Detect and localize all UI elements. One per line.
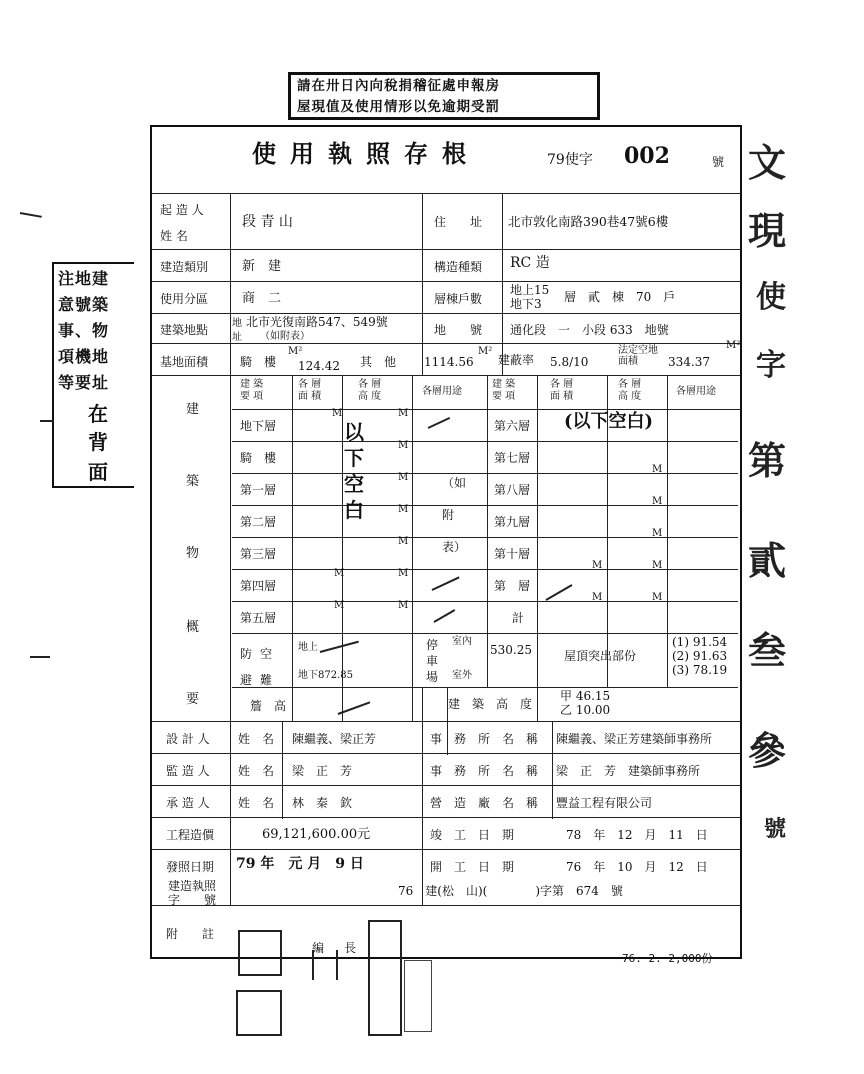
margin-char: 號	[764, 816, 787, 842]
remarks-label: 附 註	[166, 927, 215, 941]
building-side-char: 物	[186, 546, 200, 561]
supervisor-name: 梁 正 芳	[292, 764, 353, 778]
date-seal	[404, 960, 432, 1032]
blank-stroke	[428, 417, 451, 429]
parking-outside-label: 室外	[452, 670, 472, 681]
unit-m: M	[652, 560, 663, 571]
floor-label: 第九層	[494, 515, 531, 529]
permit-value: 76 建(松 山)( )字第 674 號	[398, 884, 623, 898]
annex-label: 騎 樓	[240, 355, 277, 369]
side-note-char: 在	[88, 402, 109, 426]
address-label: 住 址	[434, 215, 483, 229]
roof-area-1: (1) 91.54	[672, 635, 728, 649]
floors-below: 地下3	[510, 297, 542, 311]
shelter-below: 地下872.85	[298, 670, 353, 681]
issue-date-label: 發照日期	[166, 860, 215, 874]
floor-label: 第三層	[240, 547, 277, 561]
floor-label: 第八層	[494, 483, 531, 497]
margin-mark	[20, 212, 42, 218]
parking-inside-value: 530.25	[490, 643, 532, 657]
shelter-above: 地上	[298, 642, 318, 653]
contractor-company-label: 營 造 廠 名 稱	[430, 796, 539, 810]
unit-label: M²	[478, 346, 493, 357]
remarks-stamp-2: 長	[344, 941, 357, 955]
building-side-char: 建	[186, 402, 200, 417]
blank-stroke	[432, 576, 460, 590]
legal-open-label: 法定空地面積	[618, 345, 658, 367]
usage-permit-form	[150, 125, 742, 959]
lot-value: 通化段 一 小段 633 地號	[510, 323, 669, 337]
building-side-char: 要	[186, 692, 200, 707]
type-value: 新 建	[242, 259, 282, 274]
unit-m: M	[398, 600, 409, 611]
form-title: 使用執照存根	[252, 139, 480, 168]
zone-label: 使用分區	[160, 292, 209, 306]
address-value: 北市敦化南路390巷47號6樓	[508, 214, 669, 229]
contractor-label: 承 造 人	[166, 796, 210, 810]
col-area-header: 各 層 面 積	[298, 379, 322, 402]
building-side-char: 築	[186, 474, 200, 489]
as-table-note: （如附表）	[442, 476, 467, 554]
structure-value: RC 造	[510, 255, 550, 271]
floor-label: 地下層	[240, 419, 277, 433]
permit-label-b: 字 號	[168, 893, 217, 907]
unit-m: M	[398, 568, 409, 579]
coverage-value: 5.8/10	[550, 355, 589, 369]
unit-m: M	[334, 568, 345, 579]
site-label: 建築地點	[160, 323, 209, 337]
unit-m: M	[398, 440, 409, 451]
blank-handwritten-left: 以下空白	[344, 420, 364, 522]
floors-rest: 層 貳 棟 70 戶	[564, 290, 676, 304]
legal-open-value: 334.37	[668, 355, 710, 369]
floor-label: 第十層	[494, 547, 531, 561]
col-use-header: 各層用途	[422, 386, 462, 397]
side-note-box	[52, 262, 134, 488]
side-note-line: 意號築	[58, 295, 110, 314]
parking-label: 停車場	[426, 638, 439, 684]
print-info: 76. 2. 2,000份	[622, 952, 713, 965]
margin-mark	[30, 656, 50, 658]
notice-line-1: 請在卅日內向稅捐稽征處申報房	[297, 78, 500, 94]
roof-area-2: (2) 91.63	[672, 649, 728, 663]
col-height-header: 各 層 高 度	[358, 379, 382, 402]
blank-stroke	[434, 609, 456, 623]
parking-inside-label: 室內	[452, 636, 472, 647]
col-item-header: 建 築 要 項	[240, 379, 264, 402]
side-note-line: 等要址	[58, 373, 110, 392]
other-label: 其 他	[360, 355, 397, 369]
blank-stroke	[320, 641, 359, 653]
unit-m: M	[334, 600, 345, 611]
builder-label-b: 姓 名	[160, 229, 188, 243]
builder-label-a: 起 造 人	[160, 203, 204, 217]
unit-m: M	[652, 496, 663, 507]
designer-label: 設 計 人	[166, 732, 210, 746]
floor-label: 第一層	[240, 483, 277, 497]
issue-date-value: 79 年 元 月 9 日	[236, 856, 364, 872]
contractor-name-label: 姓 名	[238, 796, 275, 810]
shelter-label: 防空避難	[240, 647, 281, 687]
designer-name-label: 姓 名	[238, 732, 275, 746]
base-area-label: 基地面積	[160, 355, 209, 369]
unit-m: M	[398, 536, 409, 547]
designer-office-label: 事 務 所 名 稱	[430, 732, 539, 746]
blank-stroke	[546, 584, 573, 601]
side-note-char: 背	[88, 430, 109, 454]
roof-label: 屋頂突出部份	[564, 649, 637, 663]
annex-value: 124.42	[298, 359, 340, 373]
coverage-label: 建蔽率	[498, 353, 535, 367]
supervisor-label: 監 造 人	[166, 764, 210, 778]
contractor-name: 林 秦 欽	[292, 796, 353, 810]
floors-label: 層棟戶數	[434, 292, 483, 306]
col-area-header: 各 層 面 積	[550, 379, 574, 402]
start-date-value: 76 年 10 月 12 日	[566, 860, 708, 874]
col-use-header: 各層用途	[676, 386, 716, 397]
unit-m: M	[332, 408, 343, 419]
builder-name: 段 青 山	[242, 214, 293, 230]
building-side-char: 概	[186, 620, 200, 635]
contractor-company: 豐益工程有限公司	[556, 796, 653, 810]
col-height-header: 各 層 高 度	[618, 379, 642, 402]
unit-m: M	[398, 472, 409, 483]
building-height-a: 甲 46.15	[560, 689, 611, 703]
unit-m: M	[652, 592, 663, 603]
building-height-label: 建 築 高 度	[448, 697, 533, 711]
remarks-stamp-1: 編	[312, 941, 325, 955]
supervisor-name-label: 姓 名	[238, 764, 275, 778]
floor-label: 第二層	[240, 515, 277, 529]
seal-stamp	[238, 930, 282, 976]
margin-mark	[40, 420, 54, 422]
side-note-char: 面	[88, 460, 109, 484]
unit-m: M	[652, 528, 663, 539]
floor-label: 騎 樓	[240, 451, 277, 465]
col-item-header: 建 築 要 項	[492, 379, 516, 402]
other-value: 1114.56	[424, 355, 474, 369]
site-value: 北市光復南路547、549號	[246, 315, 388, 329]
seal-stamp	[236, 990, 282, 1036]
side-note-line: 項機地	[58, 347, 110, 366]
permit-number: 002	[624, 143, 670, 169]
roof-area-3: (3) 78.19	[672, 663, 728, 677]
tax-notice-stamp	[288, 72, 600, 120]
unit-m: M	[592, 592, 603, 603]
floor-label: 第五層	[240, 611, 277, 625]
cost-label: 工程造價	[166, 828, 215, 842]
margin-char: 現	[748, 208, 787, 253]
unit-label: M²	[288, 346, 303, 357]
structure-label: 構造種類	[434, 260, 483, 274]
designer-name: 陳繼義、梁正芳	[292, 732, 377, 746]
margin-char: 叁	[748, 628, 787, 673]
notice-line-2: 屋現值及使用情形以免逾期受罰	[297, 99, 500, 115]
lot-label: 地 號	[434, 323, 483, 337]
floor-label: 計	[512, 611, 525, 625]
side-note-line: 事、物	[58, 321, 110, 340]
unit-m: M	[398, 408, 409, 419]
unit-m: M	[592, 560, 603, 571]
signature-mark	[312, 950, 338, 980]
margin-char: 貳	[748, 538, 787, 583]
unit-label: M²	[726, 340, 741, 351]
blank-handwritten-right: (以下空白)	[564, 411, 654, 432]
margin-char: 字	[756, 348, 786, 383]
floor-label: 第 層	[494, 579, 531, 593]
side-note-line: 注地建	[58, 269, 110, 288]
site-note: （如附表）	[260, 331, 310, 342]
floor-label: 第四層	[240, 579, 277, 593]
margin-char: 第	[748, 438, 787, 483]
supervisor-office-label: 事 務 所 名 稱	[430, 764, 539, 778]
floors-above: 地上15	[510, 283, 550, 297]
margin-char: 使	[756, 280, 786, 315]
site-prefix-bottom: 址	[232, 332, 242, 343]
unit-m: M	[652, 464, 663, 475]
finish-date-label: 竣 工 日 期	[430, 828, 515, 842]
margin-char: 參	[748, 728, 787, 773]
margin-char: 文	[748, 140, 787, 185]
permit-label-a: 建造執照	[168, 879, 217, 893]
floor-label: 第六層	[494, 419, 531, 433]
building-height-b: 乙 10.00	[560, 703, 611, 717]
site-prefix-top: 地	[232, 318, 242, 329]
eave-height-label: 簷 高	[250, 699, 287, 713]
type-label: 建造類別	[160, 260, 209, 274]
permit-number-prefix: 79使字	[547, 152, 593, 168]
cost-value: 69,121,600.00元	[262, 827, 371, 842]
supervisor-office: 梁 正 芳 建築師事務所	[556, 764, 701, 778]
official-seal	[368, 920, 402, 1036]
designer-office: 陳繼義、梁正芳建築師事務所	[556, 732, 713, 746]
permit-number-suffix: 號	[712, 155, 725, 169]
unit-m: M	[398, 504, 409, 515]
floor-label: 第七層	[494, 451, 531, 465]
zone-value: 商 二	[242, 291, 282, 306]
start-date-label: 開 工 日 期	[430, 860, 515, 874]
finish-date-value: 78 年 12 月 11 日	[566, 828, 708, 842]
